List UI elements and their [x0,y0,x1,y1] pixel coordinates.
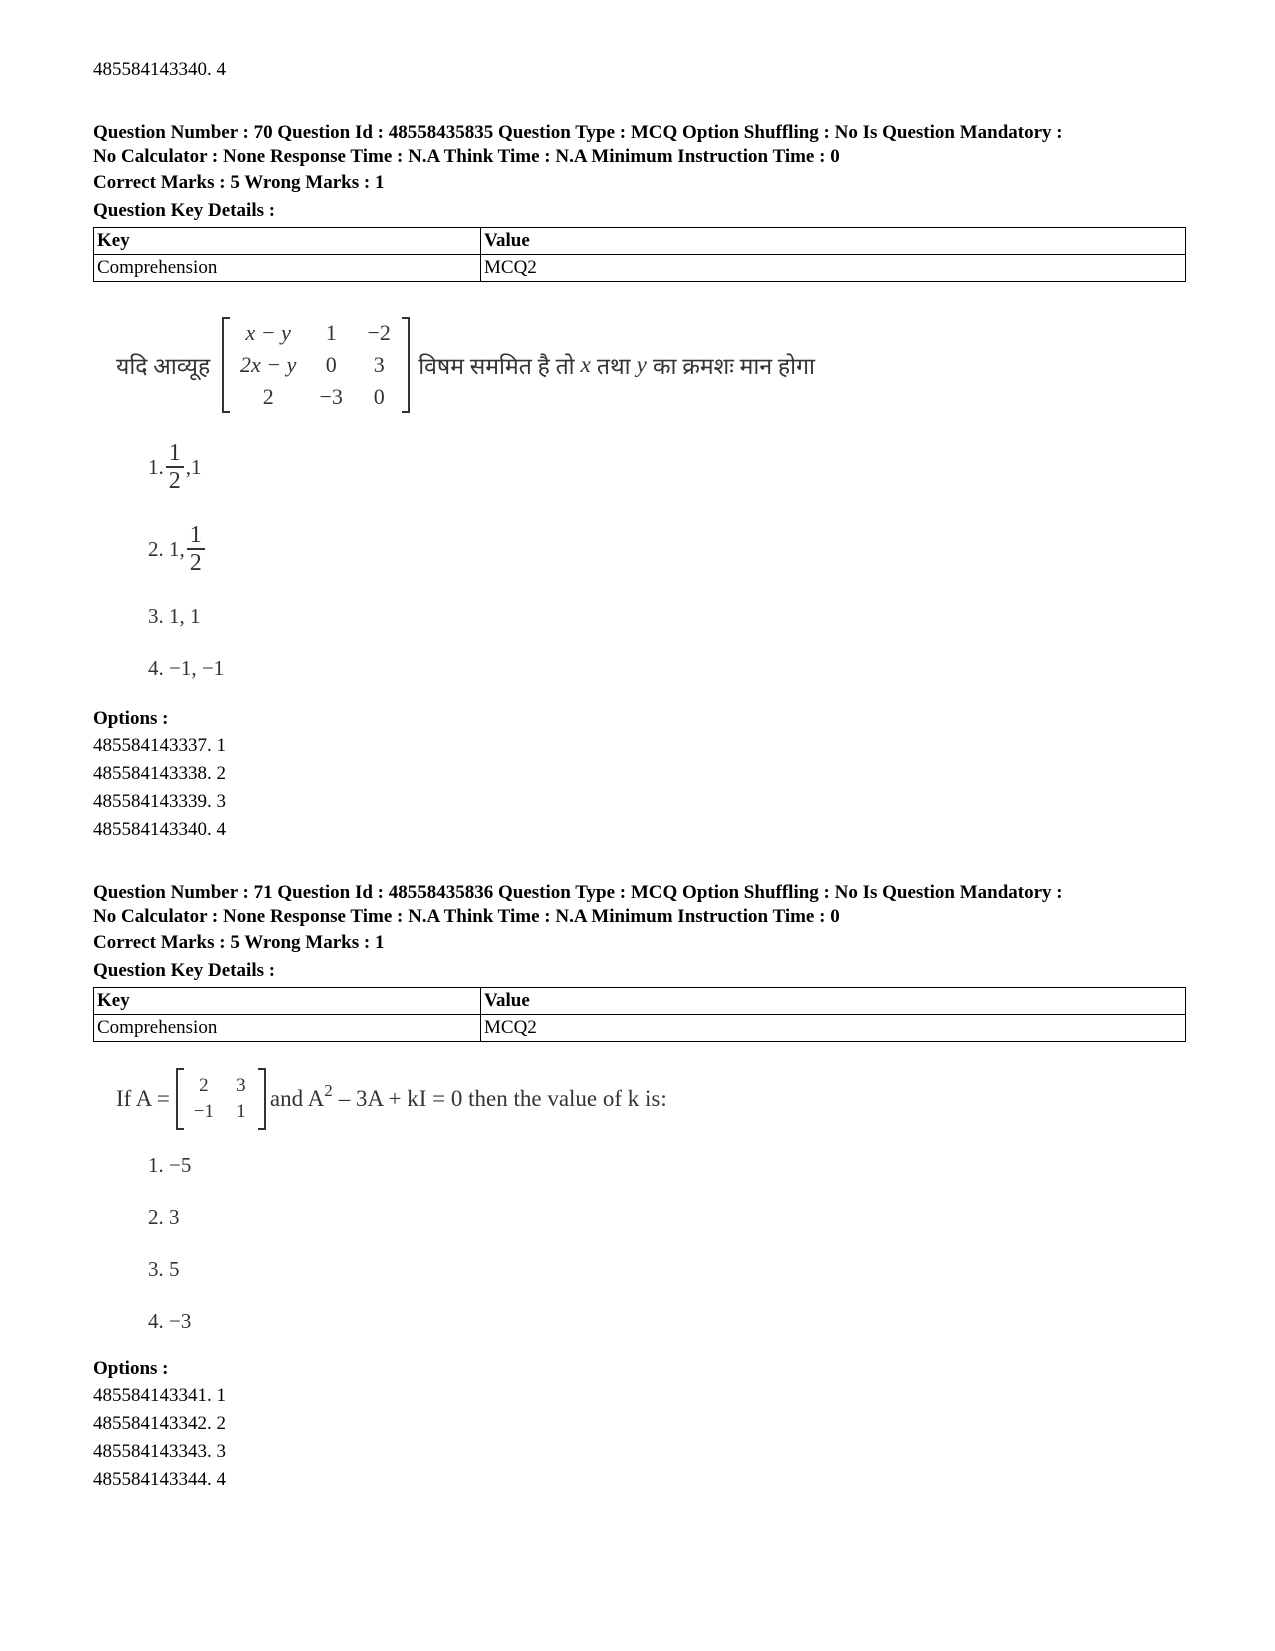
question-suffix-1: विषम सममित है तो [418,354,575,379]
question-header-line-2: No Calculator : None Response Time : N.A Think Time : N.A Minimum Instruction Time : 0 [93,146,840,167]
choice-rest: ,1 [185,454,202,479]
option-line: 485584143339. 3 [93,791,226,812]
question-header-line-2: No Calculator : None Response Time : N.A Think Time : N.A Minimum Instruction Time : 0 [93,906,840,927]
matrix-cell: 3 [373,352,385,377]
matrix-cell: 0 [325,352,337,377]
matrix-cell: 2 [262,384,274,409]
table-header-value: Value [481,988,1186,1015]
choice-2: 2. 3 [148,1205,180,1229]
matrix [230,318,402,412]
matrix-cell: x − y [245,320,291,345]
table-cell-value: MCQ2 [481,255,1186,282]
question-superscript: 2 [324,1081,333,1100]
question-prefix: यदि आव्यूह [116,354,211,379]
choice-1 [148,440,202,494]
variable-x: x [580,352,591,377]
matrix-cell: 1 [236,1101,246,1122]
matrix-cell: 2x − y [240,352,297,377]
matrix-cell: −1 [193,1101,214,1122]
choice-3: 3. 1, 1 [148,604,201,628]
question-marks: Correct Marks : 5 Wrong Marks : 1 [93,172,385,193]
table-header-key: Key [94,988,481,1015]
question-71-text [116,1068,667,1130]
table-cell-key: Comprehension [94,1015,481,1042]
choice-3: 3. 5 [148,1257,180,1281]
question-header-line-1: Question Number : 71 Question Id : 48558435836 Question Type : MCQ Option Shuffling : No Is Question Mandatory : [93,882,1063,903]
fraction-numerator: 1 [187,522,205,550]
choice-4: 4. −1, −1 [148,656,225,680]
table-cell-key: Comprehension [94,255,481,282]
question-70-text [116,318,815,412]
table-row [94,1015,1186,1042]
question-suffix-2: तथा [596,354,631,379]
question-marks: Correct Marks : 5 Wrong Marks : 1 [93,932,385,953]
question-71-header [93,881,1193,929]
matrix-cell: 2 [199,1075,209,1096]
fraction [187,522,205,576]
previous-option-line: 485584143340. 4 [93,59,226,80]
choice-label: 2. 1, [148,536,185,561]
matrix-cell: 0 [373,384,385,409]
fraction-numerator: 1 [166,440,184,468]
matrix-left-bracket [176,1068,184,1130]
table-row [94,255,1186,282]
choice-1: 1. −5 [148,1153,192,1177]
question-70-header [93,121,1193,169]
question-prefix: If A = [116,1086,170,1111]
table-header-row [94,988,1186,1015]
table-header-value: Value [481,228,1186,255]
key-details-table [93,987,1186,1042]
key-details-label: Question Key Details : [93,200,276,221]
matrix-cell: 3 [236,1075,246,1096]
question-mid: and A [269,1086,325,1111]
matrix-cell: −2 [367,320,391,345]
choice-2 [148,522,207,576]
options-label: Options : [93,1358,169,1379]
table-header-row [94,228,1186,255]
option-line: 485584143337. 1 [93,735,226,756]
table-header-key: Key [94,228,481,255]
option-line: 485584143344. 4 [93,1469,226,1490]
question-suffix: – 3A + kI = 0 then the value of k is: [338,1086,667,1111]
question-header-line-1: Question Number : 70 Question Id : 48558435835 Question Type : MCQ Option Shuffling : No Is Question Mandatory : [93,122,1063,143]
matrix [184,1073,258,1125]
option-line: 485584143342. 2 [93,1413,226,1434]
fraction [166,440,184,494]
option-line: 485584143343. 3 [93,1441,226,1462]
key-details-table [93,227,1186,282]
choice-4: 4. −3 [148,1309,192,1333]
option-line: 485584143338. 2 [93,763,226,784]
option-line: 485584143340. 4 [93,819,226,840]
key-details-label: Question Key Details : [93,960,276,981]
table-cell-value: MCQ2 [481,1015,1186,1042]
option-line: 485584143341. 1 [93,1385,226,1406]
choice-label: 1. [148,454,164,479]
matrix-cell: 1 [325,320,337,345]
matrix-right-bracket [402,317,410,413]
matrix-left-bracket [222,317,230,413]
question-suffix-3: का क्रमशः मान होगा [652,354,815,379]
matrix-cell: −3 [319,384,343,409]
options-label: Options : [93,708,169,729]
variable-y: y [636,352,647,377]
fraction-denominator: 2 [168,468,181,494]
fraction-denominator: 2 [189,550,202,576]
matrix-right-bracket [258,1068,266,1130]
